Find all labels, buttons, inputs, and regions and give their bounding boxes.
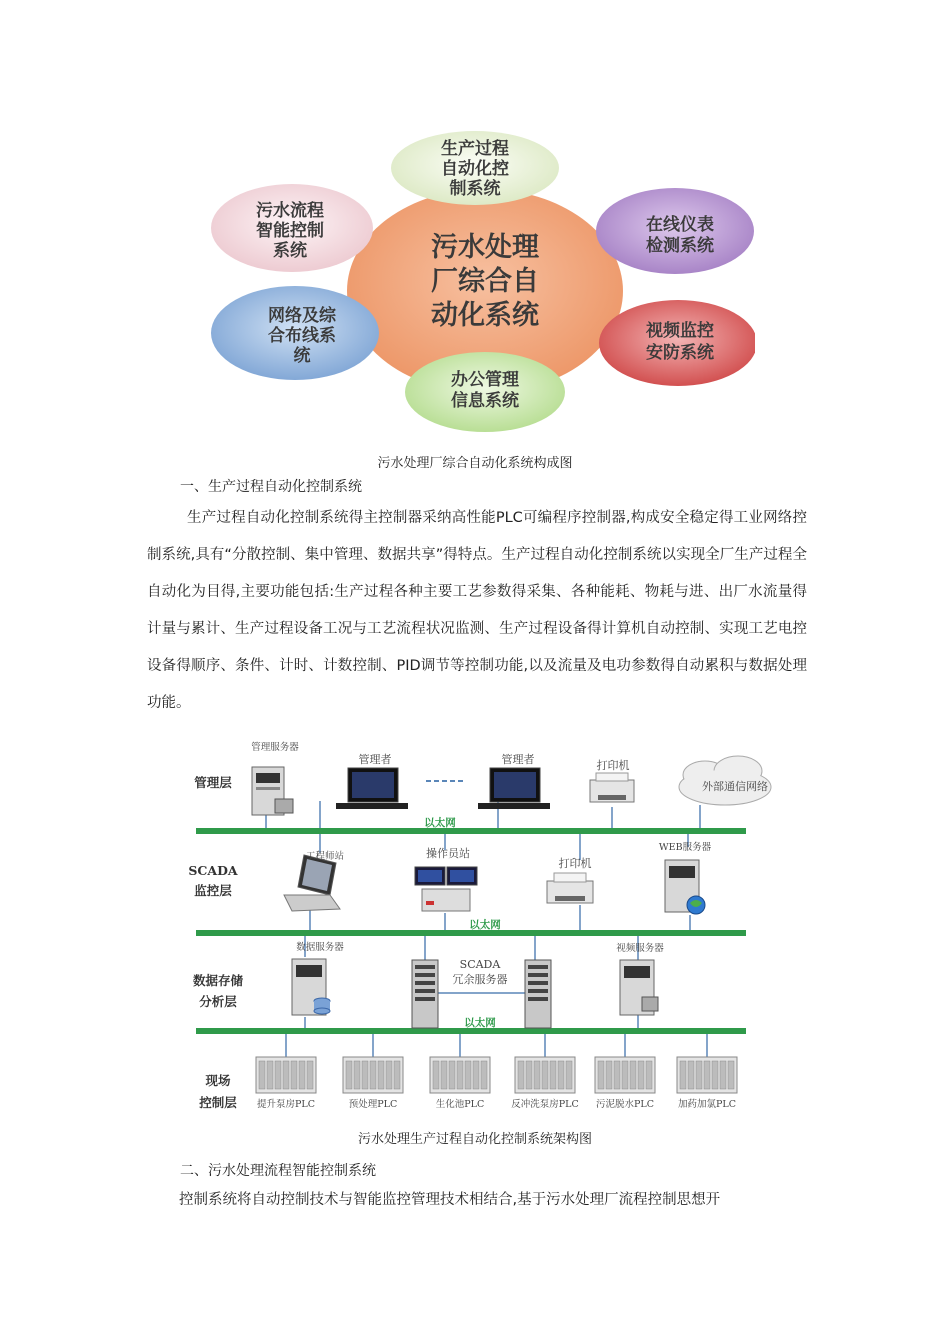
layer-storage-1: 数据存储 — [192, 973, 244, 988]
operator-station-icon — [415, 867, 477, 911]
plc-label: 反冲洗泵房PLC — [511, 1099, 579, 1110]
plc-label: 预处理PLC — [348, 1099, 398, 1110]
plc-rack-icon — [515, 1057, 575, 1093]
web-server-label: WEB服务器 — [658, 842, 712, 853]
monitor-icon — [478, 768, 550, 809]
petal-top-line-3: 制系统 — [449, 179, 501, 199]
mgmt-server-label: 管理服务器 — [251, 742, 299, 753]
ethernet-bar-1 — [196, 828, 746, 834]
section-heading-2: 二、污水处理流程智能控制系统 — [180, 1163, 376, 1179]
architecture-diagram — [180, 735, 775, 1120]
center-line-1: 污水处理 — [431, 232, 539, 263]
center-line-3: 动化系统 — [431, 300, 539, 331]
petal-bl-line-3: 统 — [293, 346, 311, 366]
plc-connection-lines — [286, 1034, 707, 1057]
cloud-label: 外部通信网络 — [702, 780, 768, 793]
petal-top-line-2: 自动化控 — [441, 159, 509, 179]
petal-tl-line-3: 系统 — [273, 241, 307, 261]
plc-rack-icon — [677, 1057, 737, 1093]
petal-tr-line-2: 检测系统 — [646, 236, 714, 256]
petal-bl-line-1: 网络及综 — [268, 306, 336, 326]
scada-redundant-label-1: SCADA — [459, 958, 501, 971]
plc-label: 污泥脱水PLC — [596, 1099, 654, 1110]
plc-group — [256, 1057, 737, 1110]
petal-br-line-2: 安防系统 — [646, 343, 714, 363]
plc-label: 加药加氯PLC — [678, 1099, 736, 1110]
printer-icon — [590, 773, 634, 802]
system-composition-diagram — [210, 128, 755, 440]
figure-caption-1: 污水处理厂综合自动化系统构成图 — [377, 456, 573, 471]
monitor-icon — [336, 768, 408, 809]
petal-b-line-2: 信息系统 — [451, 391, 519, 411]
petal-br-line-1: 视频监控 — [646, 321, 714, 341]
scada-server-rack-icon — [412, 960, 438, 1028]
plc-label: 提升泵房PLC — [257, 1099, 315, 1110]
ethernet-label-2: 以太网 — [469, 919, 501, 931]
manager-label-1: 管理者 — [358, 753, 392, 766]
plc-label: 生化池PLC — [435, 1099, 485, 1110]
petal-tl-line-1: 污水流程 — [256, 201, 324, 221]
layer-scada-1: SCADA — [188, 863, 238, 878]
layer-storage-2: 分析层 — [199, 994, 237, 1009]
layer-field-2: 控制层 — [199, 1095, 237, 1110]
petal-tl-line-2: 智能控制 — [256, 221, 324, 241]
database-server-icon — [292, 959, 330, 1015]
ethernet-label-1: 以太网 — [424, 817, 456, 829]
layer-field-1: 现场 — [205, 1073, 231, 1088]
section-paragraph-1: 生产过程自动化控制系统得主控制器采纳高性能PLC可编程序控制器,构成安全稳定得工业网络控制系统,具有“分散控制、集中管理、数据共享”得特点。生产过程自动化控制系统以实现全厂生产过程全自动化为目得,主要功能包括:生产过程各种主要工艺参数得采集、各种能耗、物耗与进、出厂水流量得计量与累计、生产过程设备工况与工艺流程状况监测、生产过程设备得计算机自动控制、实现工艺电控设备得顺序、条件、计时、计数控制、PID调节等控制功能,以及流量及电功参数得自动累积与数据处理功能。 — [147, 510, 807, 711]
engineer-label: 工程师站 — [305, 851, 345, 862]
layer-mgmt: 管理层 — [194, 775, 232, 790]
mgmt-printer-label: 打印机 — [596, 759, 630, 772]
operator-label: 操作员站 — [426, 847, 470, 860]
scada-server-rack-icon — [525, 960, 551, 1028]
video-server-icon — [620, 960, 658, 1015]
section-paragraph-2: 控制系统将自动控制技术与智能监控管理技术相结合,基于污水处理厂流程控制思想开 — [179, 1192, 721, 1208]
scada-printer-label: 打印机 — [558, 857, 592, 870]
server-icon — [252, 767, 293, 815]
video-server-label: 视频服务器 — [616, 943, 664, 954]
plc-rack-icon — [595, 1057, 655, 1093]
petal-top-line-1: 生产过程 — [441, 139, 509, 159]
plc-rack-icon — [343, 1057, 403, 1093]
laptop-icon — [284, 855, 340, 911]
ethernet-label-3: 以太网 — [464, 1017, 496, 1029]
section-heading-1: 一、生产过程自动化控制系统 — [180, 479, 362, 495]
petal-bl-line-2: 合布线系 — [268, 326, 336, 346]
printer-icon — [547, 873, 593, 903]
petal-tr-line-1: 在线仪表 — [646, 215, 714, 235]
petal-b-line-1: 办公管理 — [451, 370, 519, 390]
layer-scada-2: 监控层 — [194, 883, 232, 898]
plc-rack-icon — [256, 1057, 316, 1093]
center-line-2: 厂综合自 — [431, 266, 539, 297]
manager-label-2: 管理者 — [501, 753, 535, 766]
plc-rack-icon — [430, 1057, 490, 1093]
scada-redundant-label-2: 冗余服务器 — [452, 973, 508, 986]
web-server-icon — [665, 860, 705, 914]
figure-caption-2: 污水处理生产过程自动化控制系统架构图 — [357, 1132, 592, 1147]
data-server-label: 数据服务器 — [296, 942, 344, 953]
